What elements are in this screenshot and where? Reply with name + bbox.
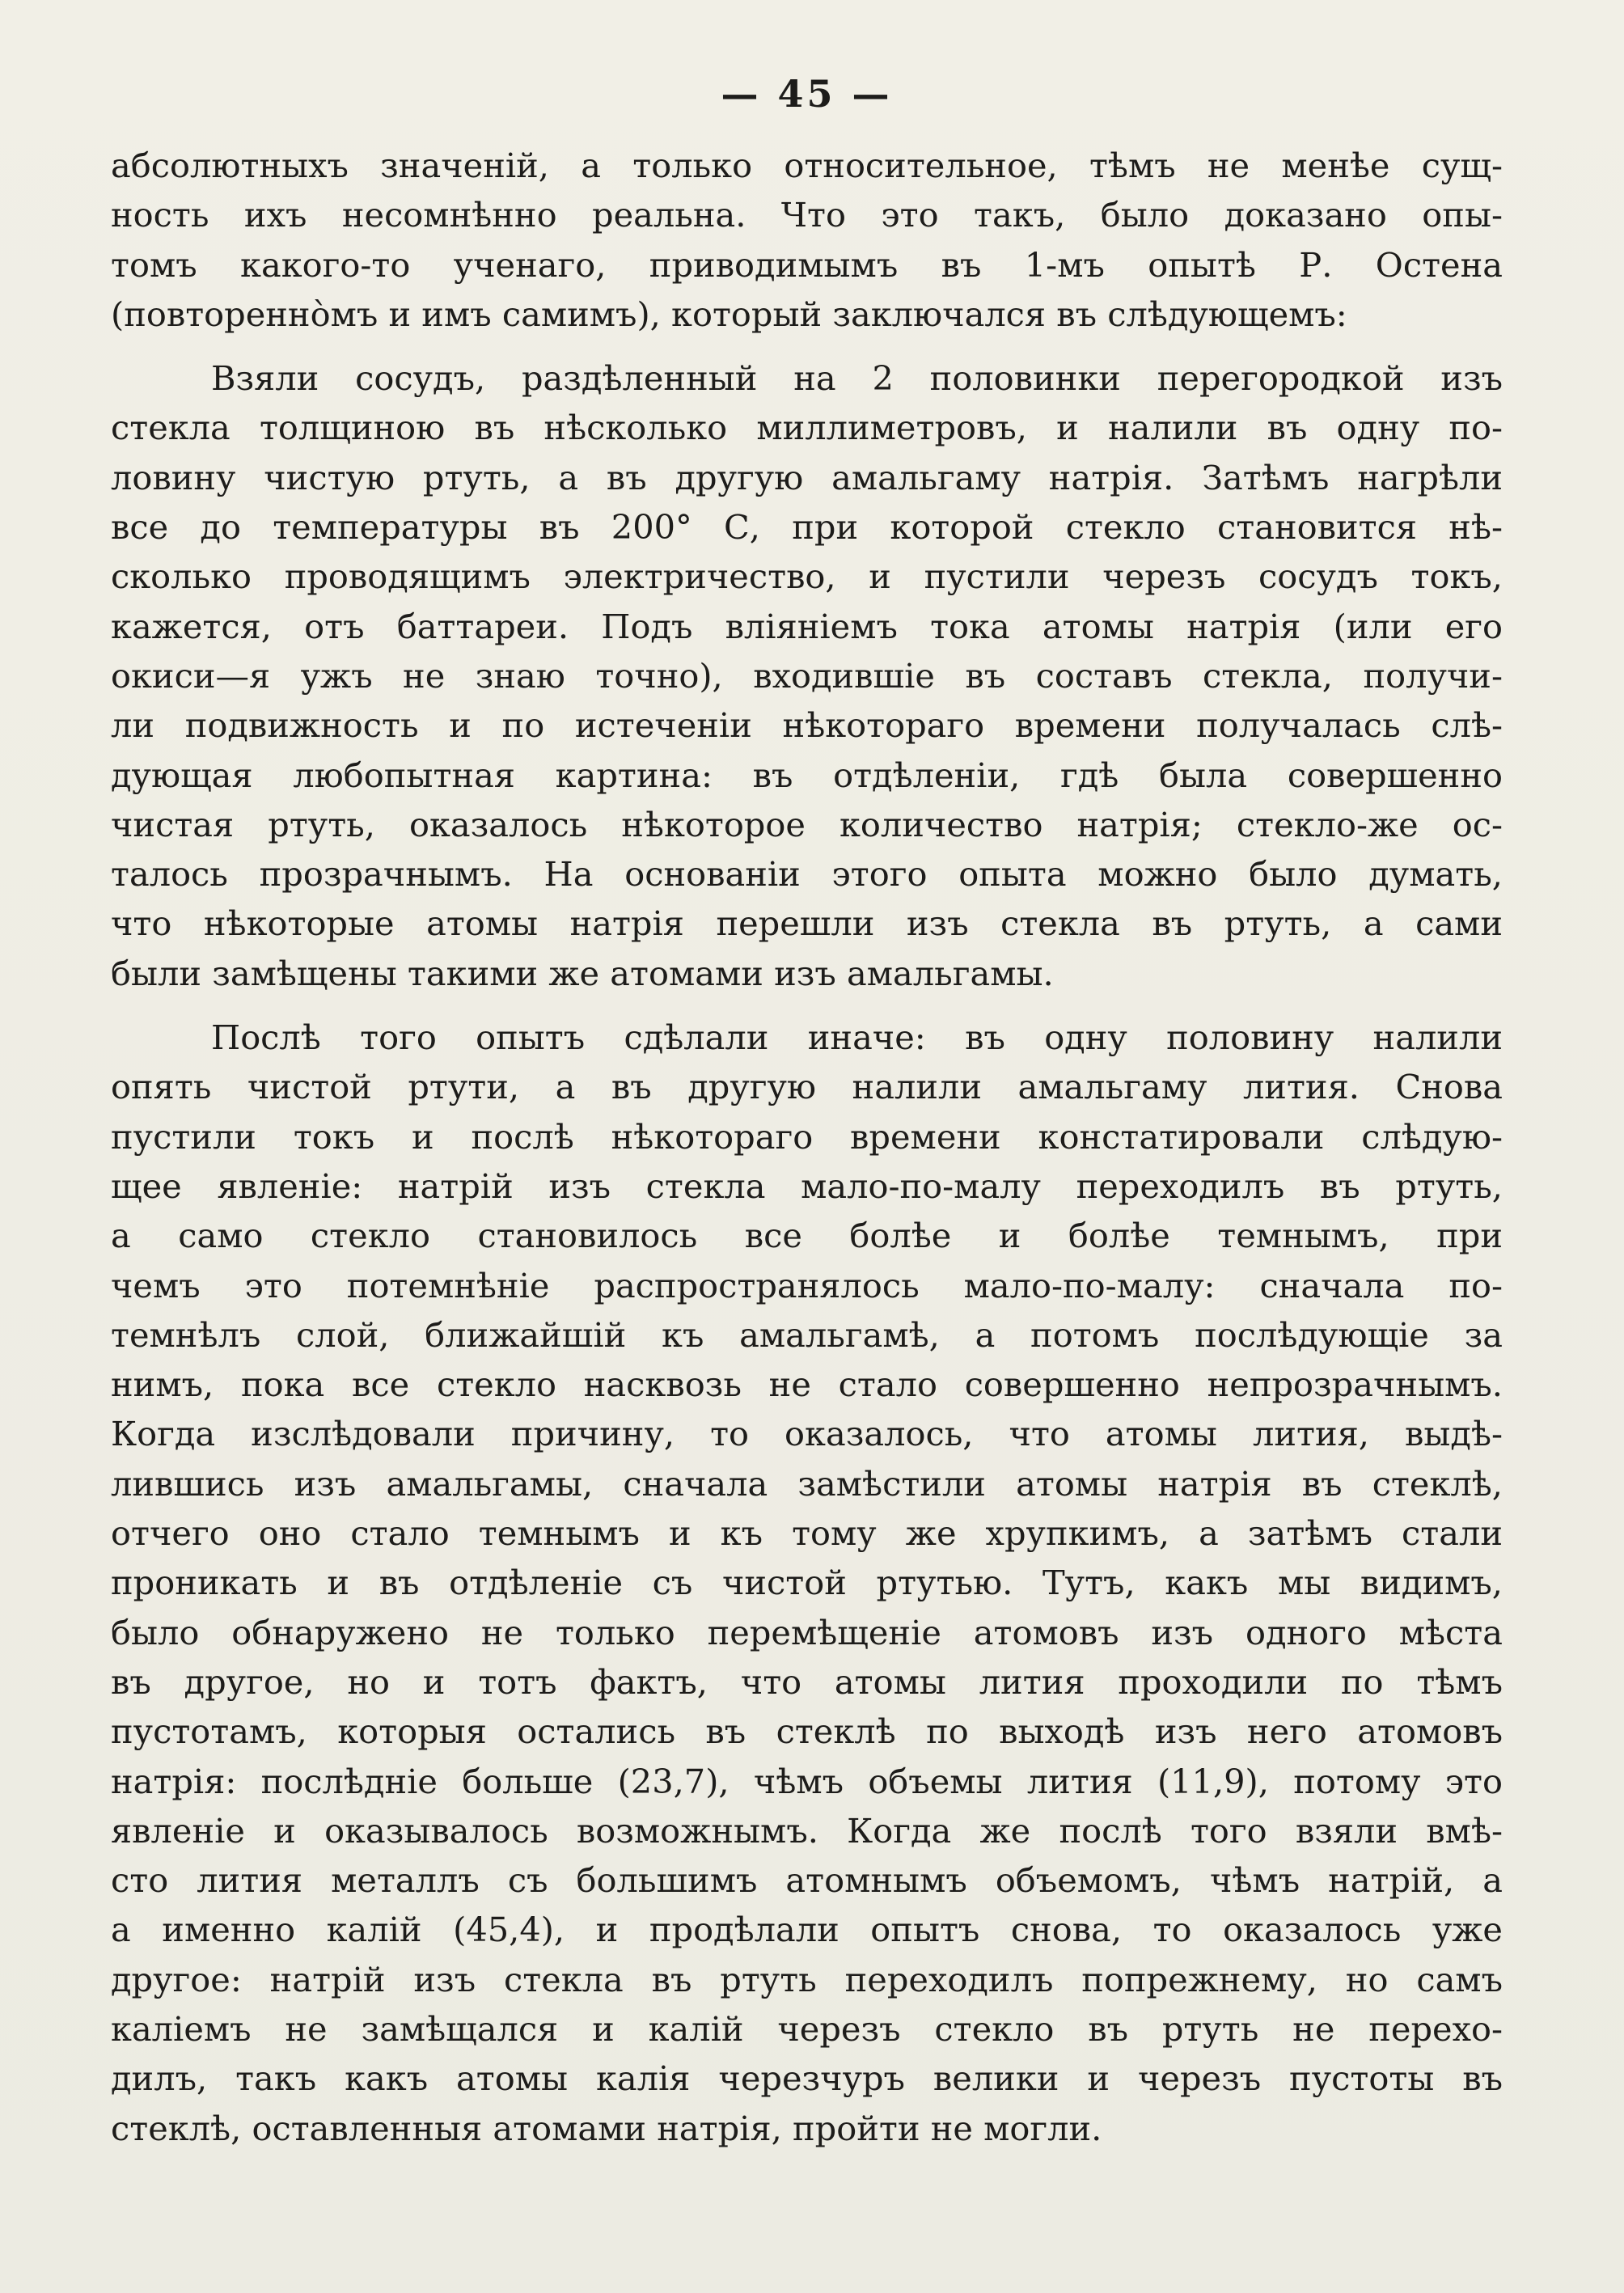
text-line: абсолютныхъ значенiй, а только относительное, тѣмъ не менѣе сущ- (111, 146, 1503, 185)
text-line: ловину чистую ртуть, а въ другую амальгаму натрiя. Затѣмъ нагрѣли (111, 457, 1503, 497)
text-line: чемъ это потемнѣнiе распространялось мало-по-малу: сначала по- (111, 1265, 1503, 1305)
text-line: явленiе и оказывалось возможнымъ. Когда же послѣ того взяли вмѣ- (111, 1810, 1503, 1851)
body-text (111, 141, 1503, 2153)
text-line: калiемъ не замѣщался и калiй черезъ стекло въ ртуть не перехо- (111, 2008, 1503, 2049)
text-line: въ другое, но и тотъ фактъ, что атомы лития проходили по тѣмъ (111, 1661, 1503, 1702)
paragraph (111, 141, 1503, 339)
text-line: стекла толщиною въ нѣсколько миллиметровъ, и налили въ одну по- (111, 408, 1503, 448)
text-line: кажется, отъ баттареи. Подъ влiянiемъ тока атомы натрiя (или его (111, 606, 1503, 646)
text-line: окиси—я ужъ не знаю точно), входившiе въ составъ стекла, получи- (111, 655, 1503, 696)
text-line: щее явленiе: натрiй изъ стекла мало-по-малу переходилъ въ ртуть, (111, 1166, 1503, 1206)
text-line: нимъ, пока все стекло насквозь не стало совершенно непрозрачнымъ. (111, 1364, 1503, 1405)
text-line: Когда изслѣдовали причину, то оказалось, что атомы лития, выдѣ- (111, 1414, 1503, 1454)
text-line: проникать и въ отдѣленiе съ чистой ртутью. Тутъ, какъ мы видимъ, (111, 1563, 1503, 1603)
text-line: опять чистой ртути, а въ другую налили амальгаму лития. Снова (111, 1067, 1503, 1107)
text-line: были замѣщены такими же атомами изъ амальгамы. (111, 953, 1054, 993)
text-line: томъ какого-то ученаго, приводимымъ въ 1-мъ опытѣ Р. Остена (111, 244, 1503, 285)
text-line: Послѣ того опытъ сдѣлали иначе: въ одну половину налили (211, 1017, 1503, 1058)
text-line: пустотамъ, которыя остались въ стеклѣ по выходѣ изъ него атомовъ (111, 1711, 1503, 1752)
text-line: что нѣкоторые атомы натрiя перешли изъ стекла въ ртуть, а сами (111, 903, 1503, 944)
text-line: темнѣлъ слой, ближайшiй къ амальгамѣ, а потомъ послѣдующiе за (111, 1314, 1503, 1355)
text-line: другое: натрiй изъ стекла въ ртуть переходилъ попрежнему, но самъ (111, 1959, 1503, 1999)
text-line: а само стекло становилось все болѣе и болѣе темнымъ, при (111, 1216, 1503, 1256)
text-line: Взяли сосудъ, раздѣленный на 2 половинки перегородкой изъ (211, 358, 1503, 399)
text-line: а именно калiй (45,4), и продѣлали опытъ снова, то оказалось уже (111, 1910, 1503, 1950)
text-line: талось прозрачнымъ. На основанiи этого опыта можно было думать, (111, 854, 1503, 895)
text-line: все до температуры въ 200° С, при которой стекло становится нѣ- (111, 507, 1503, 548)
text-line: сколько проводящимъ электричество, и пустили черезъ сосудъ токъ, (111, 556, 1503, 597)
text-line: было обнаружено не только перемѣщенiе атомовъ изъ одного мѣста (111, 1612, 1503, 1652)
text-line: (повтореннòмъ и имъ самимъ), который заключался въ слѣдующемъ: (111, 294, 1347, 334)
text-line: пустили токъ и послѣ нѣкотораго времени констатировали слѣдую- (111, 1116, 1503, 1157)
text-line: стеклѣ, оставленныя атомами натрiя, пройти не могли. (111, 2108, 1102, 2148)
paragraph (111, 1013, 1503, 2153)
page-number: — 45 — (721, 72, 893, 116)
text-line: чистая ртуть, оказалось нѣкоторое количество натрiя; стекло-же ос- (111, 804, 1503, 844)
text-line: сто лития металлъ съ большимъ атомнымъ объемомъ, чѣмъ натрiй, а (111, 1860, 1503, 1901)
text-line: лившись изъ амальгамы, сначала замѣстили атомы натрiя въ стеклѣ, (111, 1463, 1503, 1504)
text-line: натрiя: послѣднiе больше (23,7), чѣмъ объемы лития (11,9), потому это (111, 1761, 1503, 1801)
text-line: ли подвижность и по истеченiи нѣкотораго времени получалась слѣ- (111, 705, 1503, 746)
text-line: отчего оно стало темнымъ и къ тому же хрупкимъ, а затѣмъ стали (111, 1513, 1503, 1554)
text-line: дилъ, такъ какъ атомы калiя черезчуръ велики и черезъ пустоты въ (111, 2058, 1503, 2099)
paragraph (111, 353, 1503, 998)
text-line: дующая любопытная картина: въ отдѣленiи, гдѣ была совершенно (111, 755, 1503, 795)
text-line: ность ихъ несомнѣнно реальна. Что это такъ, было доказано опы- (111, 195, 1503, 235)
